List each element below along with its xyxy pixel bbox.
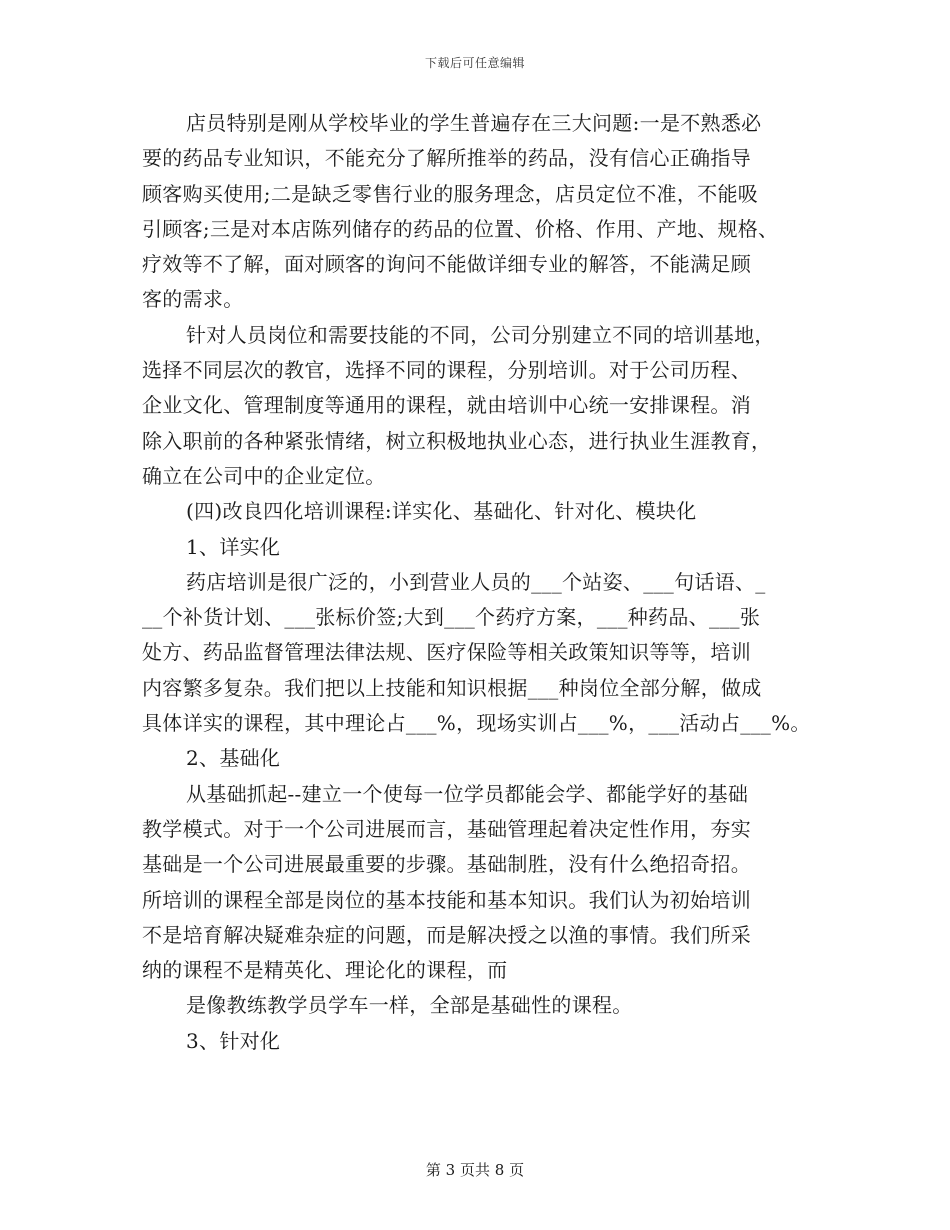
text-line: 处方、药品监督管理法律法规、医疗保险等相关政策知识等等，培训: [142, 640, 751, 665]
subsection-heading: 1、详实化: [186, 534, 281, 559]
subsection-heading: 2、基础化: [186, 746, 281, 771]
text-line: 顾客购买使用;二是缺乏零售行业的服务理念，店员定位不准，不能吸: [142, 181, 759, 206]
text-line: 不是培育解决疑难杂症的问题，而是解决授之以渔的事情。我们所采: [142, 922, 751, 947]
page-footer: 第 3 页共 8 页: [425, 1161, 525, 1179]
subsection-heading: 3、针对化: [186, 1028, 281, 1053]
text-line: 具体详实的课程，其中理论占___%，现场实训占___%，___活动占___%。: [142, 711, 811, 736]
text-line: 针对人员岗位和需要技能的不同，公司分别建立不同的培训基地，: [186, 322, 775, 347]
text-line: 从基础抓起--建立一个使每一位学员都能会学、都能学好的基础: [186, 781, 749, 806]
text-line: 除入职前的各种紧张情绪，树立积极地执业心态，进行执业生涯教育，: [142, 428, 772, 453]
text-line: 选择不同层次的教官，选择不同的课程，分别培训。对于公司历程、: [142, 358, 751, 383]
text-line: 要的药品专业知识，不能充分了解所推举的药品，没有信心正确指导: [142, 146, 751, 171]
text-line: 是像教练教学员学车一样，全部是基础性的课程。: [186, 993, 633, 1018]
page-header: 下载后可任意编辑: [424, 56, 525, 70]
text-line: 引顾客;三是对本店陈列储存的药品的位置、价格、作用、产地、规格、: [142, 216, 779, 241]
text-line: 疗效等不了解，面对顾客的询问不能做详细专业的解答，不能满足顾: [142, 252, 751, 277]
document-body: [142, 106, 822, 1059]
text-line: 所培训的课程全部是岗位的基本技能和基本知识。我们认为初始培训: [142, 887, 751, 912]
text-line: 客的需求。: [142, 287, 244, 312]
text-line: 教学模式。对于一个公司进展而言，基础管理起着决定性作用，夯实: [142, 816, 751, 841]
text-line: 药店培训是很广泛的，小到营业人员的___个站姿、___句话语、_: [186, 569, 766, 594]
text-line: 确立在公司中的企业定位。: [142, 463, 386, 488]
text-line: 内容繁多复杂。我们把以上技能和知识根据___种岗位全部分解，做成: [142, 675, 762, 700]
text-line: 店员特别是刚从学校毕业的学生普遍存在三大问题:一是不熟悉必: [186, 111, 762, 135]
section-heading: (四)改良四化培训课程:详实化、基础化、针对化、模块化: [186, 499, 697, 524]
text-line: __个补货计划、___张标价签;大到___个药疗方案，___种药品、___张: [142, 605, 761, 630]
text-line: 基础是一个公司进展最重要的步骤。基础制胜，没有什么绝招奇招。: [142, 852, 751, 877]
text-line: 纳的课程不是精英化、理论化的课程，而: [142, 958, 508, 983]
text-line: 企业文化、管理制度等通用的课程，就由培训中心统一安排课程。消: [142, 393, 751, 418]
